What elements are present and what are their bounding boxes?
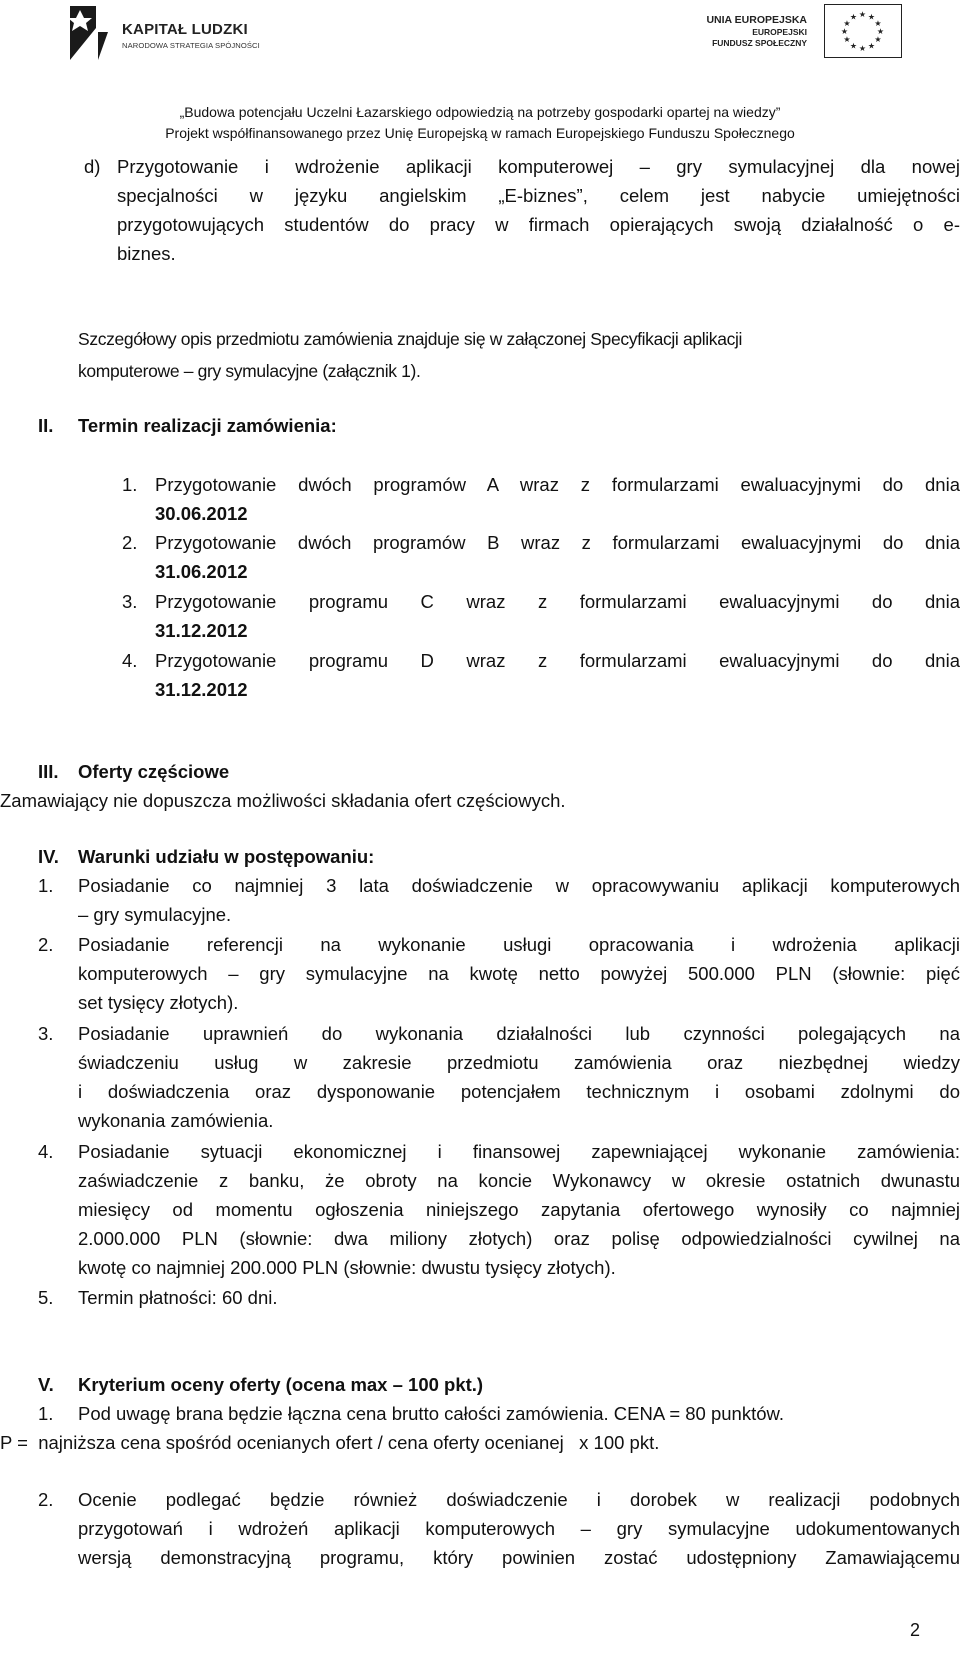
section-3-heading: Oferty częściowe <box>78 761 230 782</box>
condition-5-line-1: Termin płatności: 60 dni. <box>78 1287 278 1308</box>
condition-4-number: 4. <box>38 1141 54 1162</box>
svg-text:★: ★ <box>849 12 858 22</box>
condition-3-line-2: świadczeniu usług w zakresie przedmiotu zamówienia oraz niezbędnej wiedzy <box>78 1052 960 1073</box>
eu-fund-label: FUNDUSZ SPOŁECZNY <box>712 38 807 48</box>
item-d-marker: d) <box>84 156 101 177</box>
deadline-3-date: 31.12.2012 <box>155 620 248 641</box>
spec-paragraph-line-1: Szczegółowy opis przedmiotu zamówienia znajduje się w załączonej Specyfikacji aplikacji <box>78 329 743 349</box>
eu-logo <box>702 4 902 62</box>
deadline-1-text: Przygotowanie dwóch programów A wraz z formularzami ewaluacyjnymi do dnia <box>155 474 960 495</box>
condition-2-line-2: komputerowych – gry symulacyjne na kwotę netto powyżej 500.000 PLN (słownie: pięć <box>78 963 960 984</box>
svg-text:★: ★ <box>876 27 885 36</box>
svg-text:★: ★ <box>840 27 849 36</box>
item-d-line-3: przygotowujących studentów do pracy w firmach opierających swoją działalność o e- <box>117 214 960 235</box>
condition-3-number: 3. <box>38 1023 54 1044</box>
svg-text:★: ★ <box>858 44 867 53</box>
criterion-2-line-3: wersją demonstracyjną programu, który powinien zostać udostępniony Zamawiającemu <box>78 1547 960 1568</box>
criterion-1-text: Pod uwagę brana będzie łączna cena brutto całości zamówienia. CENA = 80 punktów. <box>78 1403 784 1424</box>
section-2-marker: II. <box>38 415 54 436</box>
criterion-1-number: 1. <box>38 1403 54 1424</box>
svg-text:★: ★ <box>843 35 851 44</box>
kapital-ludzki-logo <box>62 4 260 62</box>
deadline-2-number: 2. <box>122 532 138 553</box>
condition-3-line-3: i doświadczenia oraz dysponowanie potencjałem technicznym i osobami zdolnymi do <box>78 1081 960 1102</box>
condition-4-line-3: miesięcy od momentu ogłoszenia niniejszego zapytania ofertowego wynosiły co najmniej <box>78 1199 960 1220</box>
eu-european-label: EUROPEJSKI <box>752 27 807 37</box>
kapital-ludzki-title: KAPITAŁ LUDZKI <box>122 21 248 38</box>
section-2-heading: Termin realizacji zamówienia: <box>78 415 337 436</box>
deadline-3-text: Przygotowanie programu C wraz z formularzami ewaluacyjnymi do dnia <box>155 591 960 612</box>
section-5-marker: V. <box>38 1374 54 1395</box>
criterion-2-line-2: przygotowań i wdrożeń aplikacji komputerowych – gry symulacyjne udokumentowanych <box>78 1518 960 1539</box>
condition-1-line-2: – gry symulacyjne. <box>78 904 232 925</box>
condition-4-line-2: zaświadczenie z banku, że obroty na koncie Wykonawcy w okresie ostatnich dwunastu <box>78 1170 960 1191</box>
criterion-2-number: 2. <box>38 1489 54 1510</box>
section-4-heading: Warunki udziału w postępowaniu: <box>78 846 375 867</box>
item-d-line-2: specjalności w języku angielskim „E-biznes”, celem jest nabycie umiejętności <box>117 185 960 206</box>
condition-1-line-1: Posiadanie co najmniej 3 lata doświadczenie w opracowywaniu aplikacji komputerowych <box>78 875 960 896</box>
section-3-text: Zamawiający nie dopuszcza możliwości składania ofert częściowych. <box>0 790 566 811</box>
svg-text:★: ★ <box>843 19 851 28</box>
eu-union-label: UNIA EUROPEJSKA <box>706 14 807 26</box>
condition-4-line-5: kwotę co najmniej 200.000 PLN (słownie: dwustu tysięcy złotych). <box>78 1257 616 1278</box>
condition-3-line-4: wykonania zamówienia. <box>78 1110 274 1131</box>
item-d-line-1: Przygotowanie i wdrożenie aplikacji komputerowej – gry symulacyjnej dla nowej <box>117 156 960 177</box>
svg-text:★: ★ <box>867 12 876 22</box>
condition-4-line-4: 2.000.000 PLN (słownie: dwa miliony złotych) oraz polisę odpowiedzialności cywilnej na <box>78 1228 960 1249</box>
item-d-line-4: biznes. <box>117 243 176 264</box>
deadline-2-text: Przygotowanie dwóch programów B wraz z formularzami ewaluacyjnymi do dnia <box>155 532 960 553</box>
project-funding-line: Projekt współfinansowanego przez Unię Europejską w ramach Europejskiego Funduszu Społecznego <box>165 125 795 141</box>
deadline-1-date: 30.06.2012 <box>155 503 248 524</box>
deadline-3-number: 3. <box>122 591 138 612</box>
svg-text:★: ★ <box>874 35 882 44</box>
condition-2-number: 2. <box>38 934 54 955</box>
deadline-2-date: 31.06.2012 <box>155 561 248 582</box>
condition-1-number: 1. <box>38 875 54 896</box>
section-4-marker: IV. <box>38 846 59 867</box>
deadline-4-number: 4. <box>122 650 138 671</box>
kapital-ludzki-emblem-icon <box>62 4 118 62</box>
page-number: 2 <box>909 1620 920 1640</box>
eu-text-block <box>706 14 807 49</box>
condition-3-line-1: Posiadanie uprawnień do wykonania działalności lub czynności polegających na <box>78 1023 960 1044</box>
section-3-marker: III. <box>38 761 59 782</box>
svg-text:★: ★ <box>858 10 867 19</box>
svg-text:★: ★ <box>849 41 858 51</box>
project-title-line: „Budowa potencjału Uczelni Łazarskiego odpowiedzią na potrzeby gospodarki opartej na wiedzy” <box>179 104 781 120</box>
svg-text:★: ★ <box>867 41 876 51</box>
deadline-4-text: Przygotowanie programu D wraz z formularzami ewaluacyjnymi do dnia <box>155 650 960 671</box>
price-formula: P = najniższa cena spośród ocenianych ofert / cena oferty ocenianej x 100 pkt. <box>0 1432 660 1453</box>
eu-flag-icon <box>824 4 902 58</box>
condition-2-line-1: Posiadanie referencji na wykonanie usługi opracowania i wdrożenia aplikacji <box>78 934 960 955</box>
criterion-2-line-1: Ocenie podlegać będzie również doświadczenie i dorobek w realizacji podobnych <box>78 1489 960 1510</box>
svg-text:★: ★ <box>874 19 882 28</box>
kapital-ludzki-subtitle: NARODOWA STRATEGIA SPÓJNOŚCI <box>122 41 260 50</box>
spec-paragraph-line-2: komputerowe – gry symulacyjne (załącznik 1). <box>78 361 421 381</box>
deadline-1-number: 1. <box>122 474 138 495</box>
section-5-heading: Kryterium oceny oferty (ocena max – 100 pkt.) <box>78 1374 484 1395</box>
condition-4-line-1: Posiadanie sytuacji ekonomicznej i finansowej zapewniającej wykonanie zamówienia: <box>78 1141 960 1162</box>
condition-5-number: 5. <box>38 1287 54 1308</box>
condition-2-line-3: set tysięcy złotych). <box>78 992 239 1013</box>
deadline-4-date: 31.12.2012 <box>155 679 248 700</box>
